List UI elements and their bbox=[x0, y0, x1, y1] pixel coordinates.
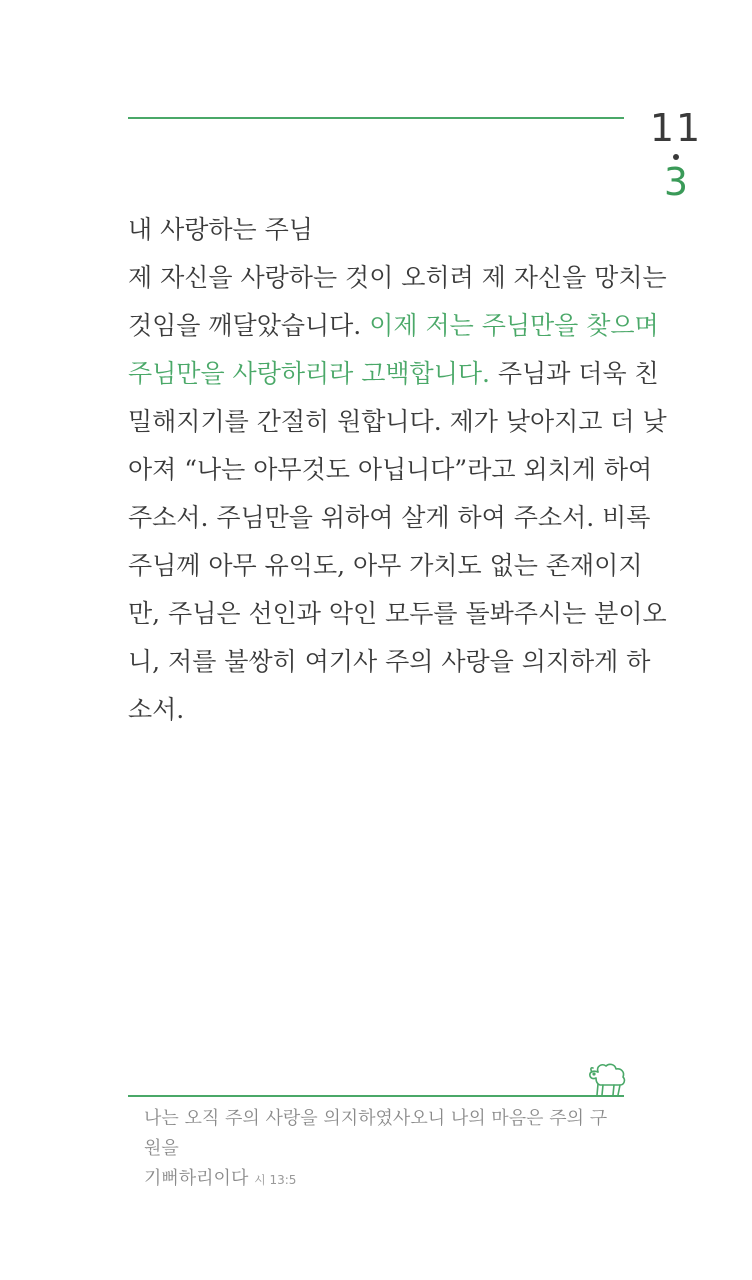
prayer-text: 밀해지기를 간절히 원합니다. 제가 낮아지고 더 낮 bbox=[128, 407, 667, 436]
prayer-line bbox=[128, 686, 628, 734]
bottom-divider bbox=[128, 1095, 624, 1097]
prayer-line bbox=[128, 590, 667, 638]
prayer-line bbox=[128, 350, 659, 398]
prayer-line bbox=[128, 494, 651, 542]
prayer-line bbox=[128, 206, 628, 254]
prayer-line bbox=[128, 542, 643, 590]
verse-reference: 시 13:5 bbox=[254, 1173, 297, 1187]
prayer-body bbox=[128, 206, 667, 734]
prayer-line bbox=[128, 398, 667, 446]
prayer-text: 내 사랑하는 주님 bbox=[128, 215, 313, 244]
prayer-line bbox=[128, 302, 659, 350]
prayer-line bbox=[128, 254, 667, 302]
date-day: 3 bbox=[663, 160, 689, 204]
lamb-icon bbox=[584, 1058, 630, 1098]
date-badge bbox=[648, 106, 704, 202]
prayer-text: 제 자신을 사랑하는 것이 오히려 제 자신을 망치는 bbox=[128, 263, 667, 292]
prayer-text: 소서. bbox=[128, 695, 185, 724]
prayer-highlight: 이제 저는 주님만을 찾으며 bbox=[369, 311, 659, 340]
prayer-text: 것임을 깨달았습니다. bbox=[128, 311, 370, 340]
prayer-text: 주님과 더욱 친 bbox=[489, 359, 659, 388]
prayer-highlight: 주님만을 사랑하리라 고백합니다. bbox=[128, 359, 490, 388]
top-divider bbox=[128, 117, 624, 119]
verse-line-1: 나는 오직 주의 사랑을 의지하였사오니 나의 마음은 주의 구원을 bbox=[144, 1108, 608, 1159]
prayer-text: 니, 저를 불쌍히 여기사 주의 사랑을 의지하게 하 bbox=[128, 647, 651, 676]
prayer-text: 만, 주님은 선인과 악인 모두를 돌봐주시는 분이오 bbox=[128, 599, 667, 628]
verse-block bbox=[144, 1104, 624, 1195]
verse-line-2 bbox=[144, 1164, 624, 1195]
prayer-line bbox=[128, 446, 653, 494]
prayer-line bbox=[128, 638, 651, 686]
prayer-text: 주소서. 주님만을 위하여 살게 하여 주소서. 비록 bbox=[128, 503, 651, 532]
prayer-text: 아져 “나는 아무것도 아닙니다”라고 외치게 하여 bbox=[128, 455, 653, 484]
prayer-text: 주님께 아무 유익도, 아무 가치도 없는 존재이지 bbox=[128, 551, 643, 580]
date-month: 11 bbox=[649, 106, 703, 150]
verse-text-end: 기뻐하리이다 bbox=[144, 1168, 249, 1189]
